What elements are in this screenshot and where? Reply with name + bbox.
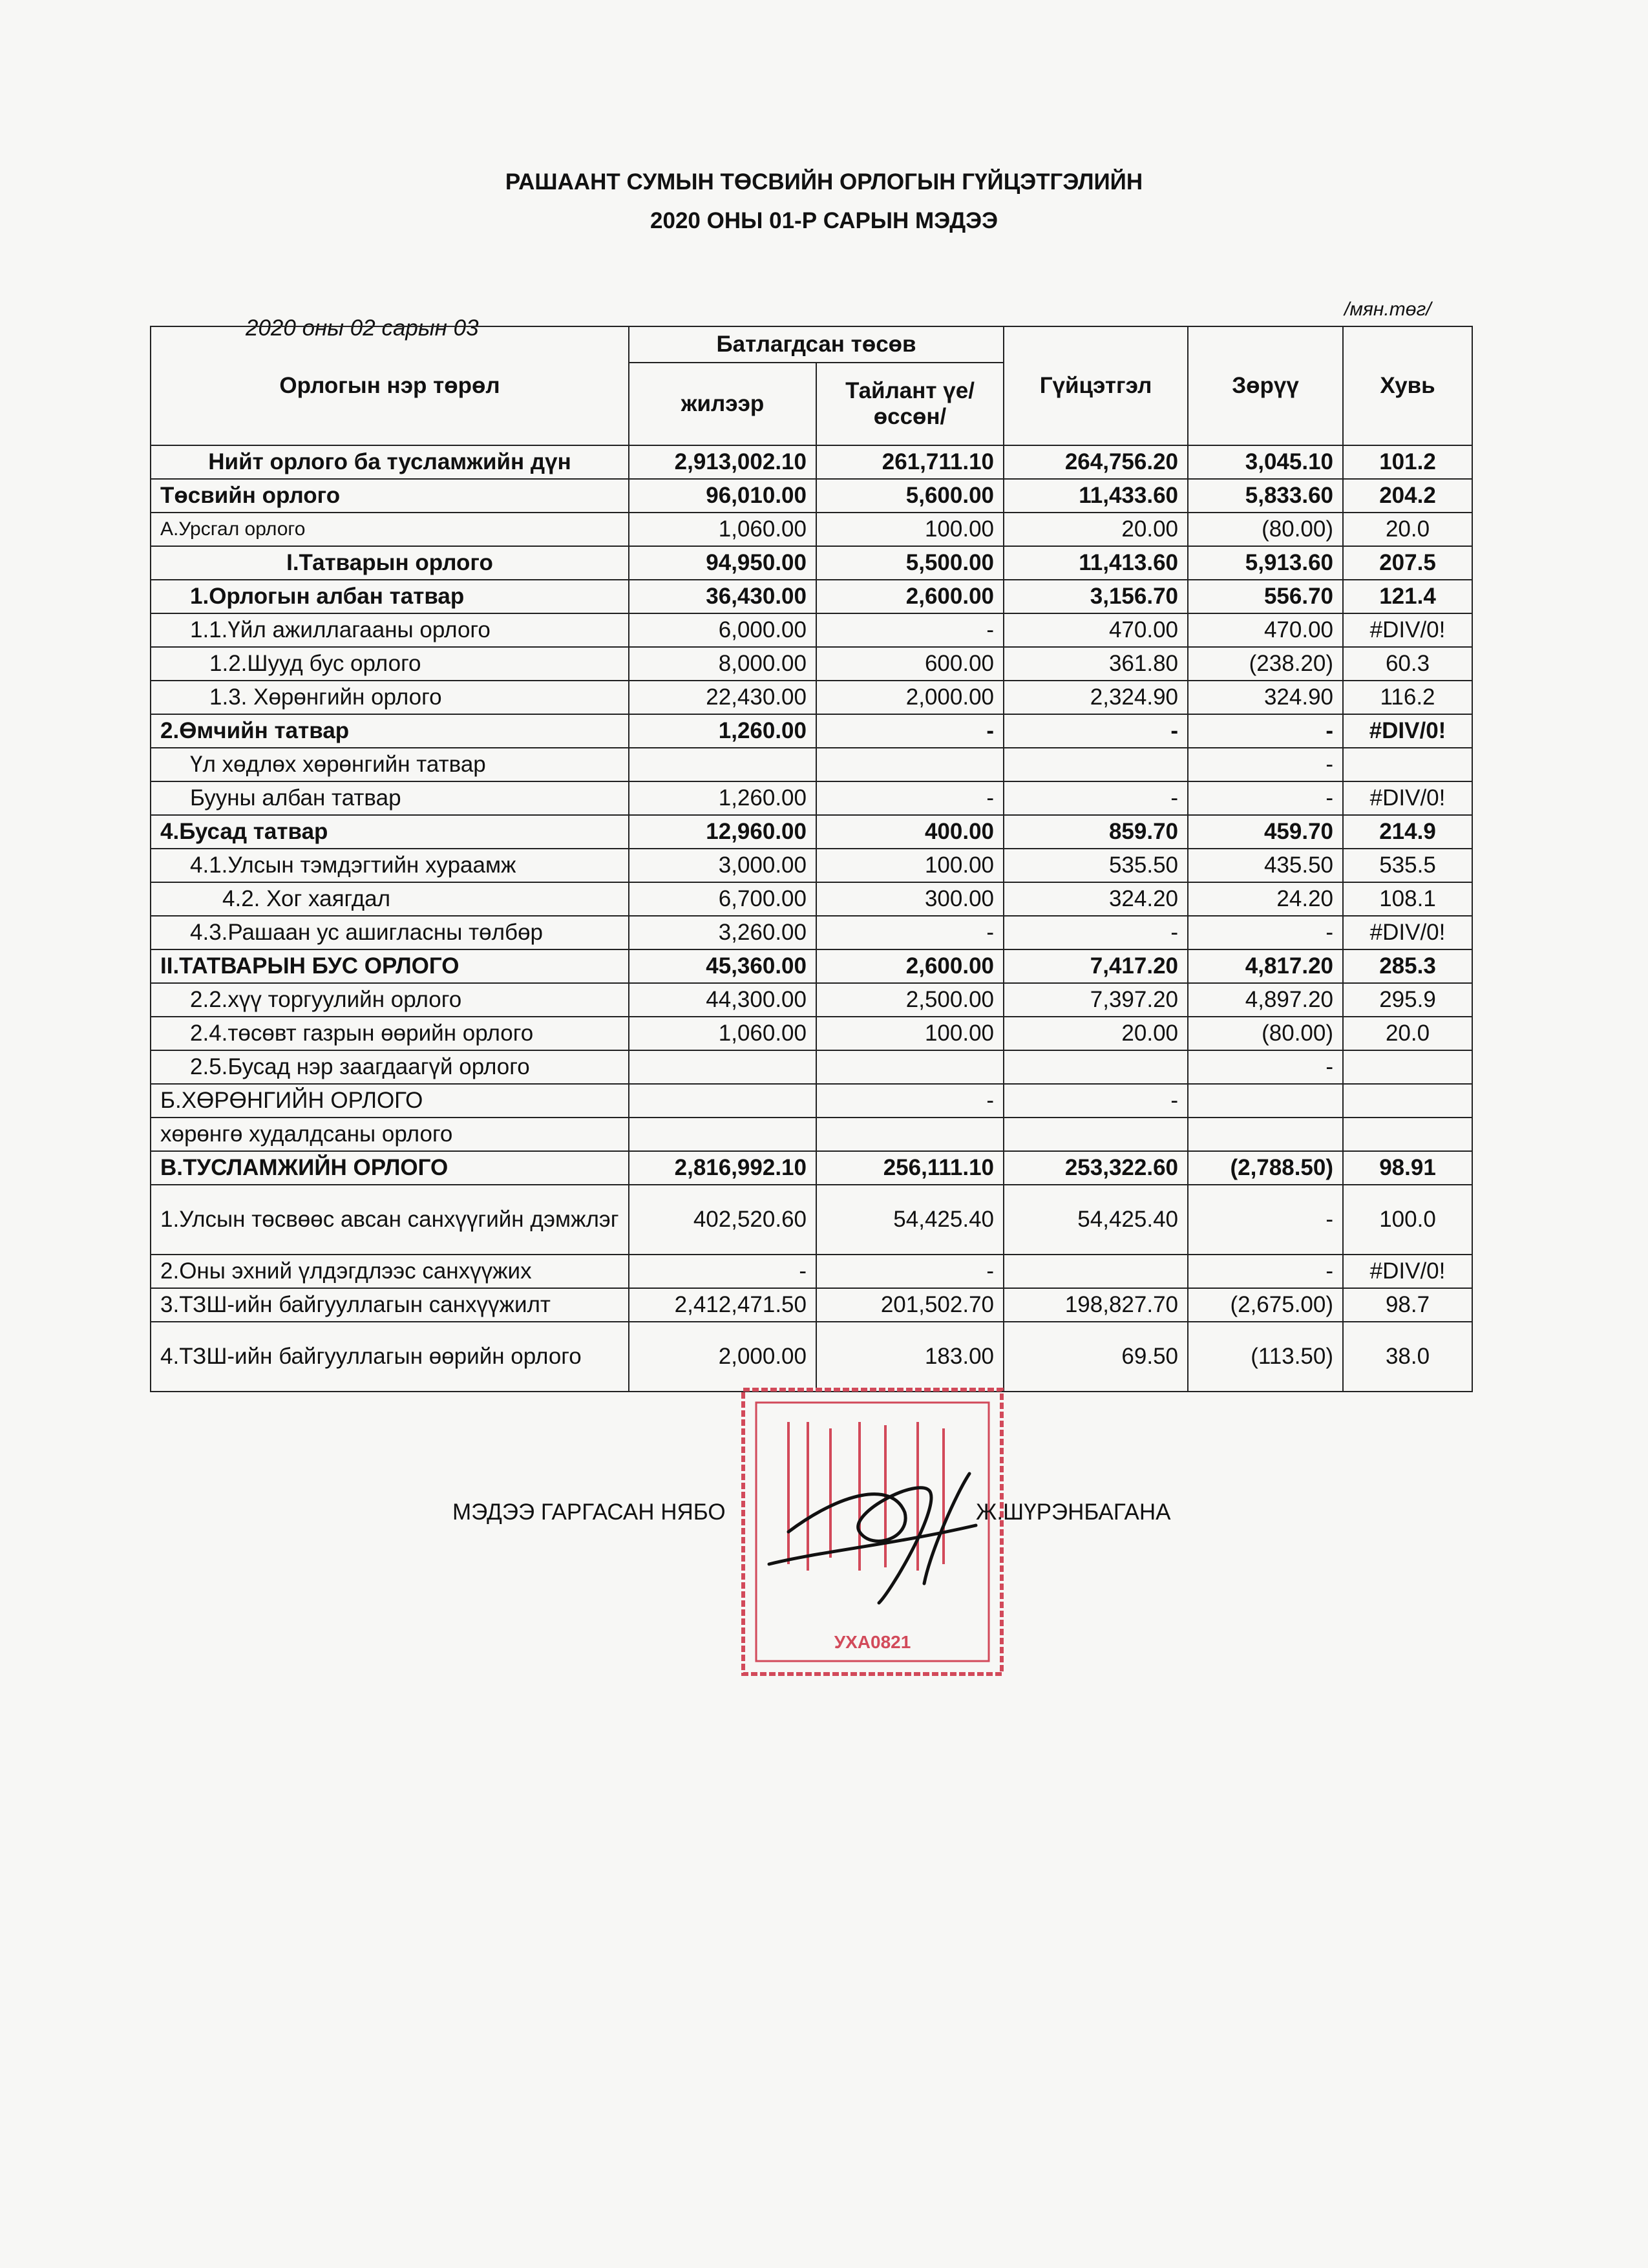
row-name: 4.Бусад татвар bbox=[151, 815, 629, 849]
report-subtitle: 2020 ОНЫ 01-Р САРЫН МЭДЭЭ bbox=[650, 208, 998, 233]
percent-value: 214.9 bbox=[1343, 815, 1472, 849]
report-value: 100.00 bbox=[816, 513, 1004, 546]
report-value: 5,600.00 bbox=[816, 479, 1004, 513]
percent-value: 98.91 bbox=[1343, 1151, 1472, 1185]
report-value: 600.00 bbox=[816, 647, 1004, 681]
annual-value: 36,430.00 bbox=[629, 580, 816, 613]
table-body bbox=[151, 445, 1472, 1392]
row-name: Төсвийн орлого bbox=[151, 479, 629, 513]
annual-value bbox=[629, 748, 816, 781]
header-annual: жилээр bbox=[629, 363, 816, 445]
actual-value: - bbox=[1004, 781, 1188, 815]
table-row bbox=[151, 647, 1472, 681]
actual-value: 361.80 bbox=[1004, 647, 1188, 681]
percent-value: 535.5 bbox=[1343, 849, 1472, 882]
annual-value: 3,000.00 bbox=[629, 849, 816, 882]
row-name: 3.ТЗШ-ийн байгууллагын санхүүжилт bbox=[151, 1288, 629, 1322]
report-value: 5,500.00 bbox=[816, 546, 1004, 580]
table-row bbox=[151, 1322, 1472, 1392]
percent-value: 285.3 bbox=[1343, 949, 1472, 983]
actual-value: 7,397.20 bbox=[1004, 983, 1188, 1017]
diff-value: (80.00) bbox=[1188, 513, 1343, 546]
percent-value: 121.4 bbox=[1343, 580, 1472, 613]
percent-value: #DIV/0! bbox=[1343, 1255, 1472, 1288]
stamp-code: УХА0821 bbox=[834, 1632, 911, 1652]
table-row bbox=[151, 546, 1472, 580]
percent-value bbox=[1343, 748, 1472, 781]
table-row bbox=[151, 613, 1472, 647]
table-row bbox=[151, 1118, 1472, 1151]
diff-value: 4,817.20 bbox=[1188, 949, 1343, 983]
diff-value bbox=[1188, 1118, 1343, 1151]
row-name: 1.3. Хөрөнгийн орлого bbox=[151, 681, 629, 714]
header-report: Тайлант үе/өссөн/ bbox=[816, 363, 1004, 445]
annual-value: 1,060.00 bbox=[629, 1017, 816, 1050]
annual-value bbox=[629, 1050, 816, 1084]
actual-value bbox=[1004, 748, 1188, 781]
actual-value: 253,322.60 bbox=[1004, 1151, 1188, 1185]
annual-value: 44,300.00 bbox=[629, 983, 816, 1017]
row-name: 4.3.Рашаан ус ашигласны төлбөр bbox=[151, 916, 629, 949]
table-row bbox=[151, 849, 1472, 882]
row-name: 1.Улсын төсвөөс авсан санхүүгийн дэмжлэг bbox=[151, 1185, 629, 1255]
annual-value bbox=[629, 1084, 816, 1118]
report-value: - bbox=[816, 714, 1004, 748]
report-value: 100.00 bbox=[816, 849, 1004, 882]
table-row bbox=[151, 513, 1472, 546]
table-row bbox=[151, 1050, 1472, 1084]
report-value: - bbox=[816, 781, 1004, 815]
annual-value: 8,000.00 bbox=[629, 647, 816, 681]
percent-value: 98.7 bbox=[1343, 1288, 1472, 1322]
diff-value: 4,897.20 bbox=[1188, 983, 1343, 1017]
table-row bbox=[151, 949, 1472, 983]
actual-value bbox=[1004, 1118, 1188, 1151]
actual-value: - bbox=[1004, 916, 1188, 949]
row-name: 4.1.Улсын тэмдэгтийн хураамж bbox=[151, 849, 629, 882]
row-name: 2.2.хүү торгуулийн орлого bbox=[151, 983, 629, 1017]
row-name: Үл хөдлөх хөрөнгийн татвар bbox=[151, 748, 629, 781]
table-row bbox=[151, 815, 1472, 849]
actual-value: 3,156.70 bbox=[1004, 580, 1188, 613]
diff-value: (2,788.50) bbox=[1188, 1151, 1343, 1185]
signature-label: МЭДЭЭ ГАРГАСАН НЯБО bbox=[452, 1500, 726, 1525]
row-name: I.Татварын орлого bbox=[151, 546, 629, 580]
actual-value: 198,827.70 bbox=[1004, 1288, 1188, 1322]
annual-value: 2,000.00 bbox=[629, 1322, 816, 1392]
annual-value: 2,412,471.50 bbox=[629, 1288, 816, 1322]
actual-value: 264,756.20 bbox=[1004, 445, 1188, 479]
table-row bbox=[151, 916, 1472, 949]
annual-value: 22,430.00 bbox=[629, 681, 816, 714]
annual-value: 1,060.00 bbox=[629, 513, 816, 546]
percent-value: 204.2 bbox=[1343, 479, 1472, 513]
report-value: 201,502.70 bbox=[816, 1288, 1004, 1322]
actual-value: 535.50 bbox=[1004, 849, 1188, 882]
annual-value bbox=[629, 1118, 816, 1151]
actual-value: 324.20 bbox=[1004, 882, 1188, 916]
annual-value: 1,260.00 bbox=[629, 714, 816, 748]
table-row bbox=[151, 781, 1472, 815]
actual-value: 54,425.40 bbox=[1004, 1185, 1188, 1255]
annual-value: 94,950.00 bbox=[629, 546, 816, 580]
report-value: 54,425.40 bbox=[816, 1185, 1004, 1255]
report-value: 400.00 bbox=[816, 815, 1004, 849]
signature-name: Ж.ШҮРЭНБАГАНА bbox=[976, 1500, 1171, 1525]
table-row bbox=[151, 983, 1472, 1017]
actual-value: 2,324.90 bbox=[1004, 681, 1188, 714]
actual-value: 20.00 bbox=[1004, 513, 1188, 546]
actual-value: - bbox=[1004, 1084, 1188, 1118]
diff-value: - bbox=[1188, 1255, 1343, 1288]
diff-value bbox=[1188, 1084, 1343, 1118]
table-row bbox=[151, 1288, 1472, 1322]
annual-value: 45,360.00 bbox=[629, 949, 816, 983]
percent-value bbox=[1343, 1084, 1472, 1118]
report-value bbox=[816, 748, 1004, 781]
row-name: II.ТАТВАРЫН БУС ОРЛОГО bbox=[151, 949, 629, 983]
annual-value: 402,520.60 bbox=[629, 1185, 816, 1255]
row-name: 2.Оны эхний үлдэгдлээс санхүүжих bbox=[151, 1255, 629, 1288]
report-value: - bbox=[816, 613, 1004, 647]
report-value: 183.00 bbox=[816, 1322, 1004, 1392]
report-value bbox=[816, 1050, 1004, 1084]
annual-value: 6,000.00 bbox=[629, 613, 816, 647]
report-value: 2,500.00 bbox=[816, 983, 1004, 1017]
annual-value: 3,260.00 bbox=[629, 916, 816, 949]
table-row bbox=[151, 1151, 1472, 1185]
annual-value: 2,816,992.10 bbox=[629, 1151, 816, 1185]
report-title: РАШААНТ СУМЫН ТӨСВИЙН ОРЛОГЫН ГҮЙЦЭТГЭЛИЙН bbox=[505, 169, 1143, 195]
table-row bbox=[151, 445, 1472, 479]
diff-value: - bbox=[1188, 748, 1343, 781]
percent-value: 60.3 bbox=[1343, 647, 1472, 681]
actual-value: 7,417.20 bbox=[1004, 949, 1188, 983]
diff-value: - bbox=[1188, 781, 1343, 815]
percent-value: 100.0 bbox=[1343, 1185, 1472, 1255]
percent-value: 295.9 bbox=[1343, 983, 1472, 1017]
actual-value: 859.70 bbox=[1004, 815, 1188, 849]
table-row bbox=[151, 479, 1472, 513]
report-date: 2020 оны 02 сарын 03 bbox=[246, 315, 479, 341]
percent-value: #DIV/0! bbox=[1343, 916, 1472, 949]
report-value: 300.00 bbox=[816, 882, 1004, 916]
row-name: 2.4.төсөвт газрын өөрийн орлого bbox=[151, 1017, 629, 1050]
percent-value bbox=[1343, 1118, 1472, 1151]
percent-value: 116.2 bbox=[1343, 681, 1472, 714]
header-name: Орлогын нэр төрөл bbox=[151, 326, 629, 445]
percent-value: #DIV/0! bbox=[1343, 613, 1472, 647]
header-actual: Гүйцэтгэл bbox=[1004, 326, 1188, 445]
report-value: 261,711.10 bbox=[816, 445, 1004, 479]
diff-value: 470.00 bbox=[1188, 613, 1343, 647]
actual-value: 69.50 bbox=[1004, 1322, 1188, 1392]
report-value: - bbox=[816, 1084, 1004, 1118]
diff-value: - bbox=[1188, 916, 1343, 949]
table-row bbox=[151, 714, 1472, 748]
report-value bbox=[816, 1118, 1004, 1151]
percent-value: #DIV/0! bbox=[1343, 714, 1472, 748]
diff-value: 3,045.10 bbox=[1188, 445, 1343, 479]
diff-value: (80.00) bbox=[1188, 1017, 1343, 1050]
row-name: 1.Орлогын албан татвар bbox=[151, 580, 629, 613]
percent-value: 108.1 bbox=[1343, 882, 1472, 916]
table-row bbox=[151, 1185, 1472, 1255]
actual-value: 20.00 bbox=[1004, 1017, 1188, 1050]
annual-value: - bbox=[629, 1255, 816, 1288]
annual-value: 2,913,002.10 bbox=[629, 445, 816, 479]
annual-value: 1,260.00 bbox=[629, 781, 816, 815]
diff-value: 5,913.60 bbox=[1188, 546, 1343, 580]
report-value: - bbox=[816, 1255, 1004, 1288]
diff-value: (238.20) bbox=[1188, 647, 1343, 681]
diff-value: - bbox=[1188, 714, 1343, 748]
diff-value: 324.90 bbox=[1188, 681, 1343, 714]
header-percent: Хувь bbox=[1343, 326, 1472, 445]
table-row bbox=[151, 882, 1472, 916]
row-name: Б.ХӨРӨНГИЙН ОРЛОГО bbox=[151, 1084, 629, 1118]
row-name: 1.2.Шууд бус орлого bbox=[151, 647, 629, 681]
row-name: А.Урсгал орлого bbox=[151, 513, 629, 546]
diff-value: 5,833.60 bbox=[1188, 479, 1343, 513]
row-name: В.ТУСЛАМЖИЙН ОРЛОГО bbox=[151, 1151, 629, 1185]
diff-value: (113.50) bbox=[1188, 1322, 1343, 1392]
row-name: 2.Өмчийн татвар bbox=[151, 714, 629, 748]
percent-value: 207.5 bbox=[1343, 546, 1472, 580]
handwritten-signature bbox=[763, 1454, 995, 1622]
annual-value: 96,010.00 bbox=[629, 479, 816, 513]
report-value: 2,000.00 bbox=[816, 681, 1004, 714]
table-row bbox=[151, 748, 1472, 781]
table-row bbox=[151, 1017, 1472, 1050]
table-row bbox=[151, 1255, 1472, 1288]
report-value: 256,111.10 bbox=[816, 1151, 1004, 1185]
actual-value bbox=[1004, 1255, 1188, 1288]
percent-value: 101.2 bbox=[1343, 445, 1472, 479]
report-value: 100.00 bbox=[816, 1017, 1004, 1050]
percent-value bbox=[1343, 1050, 1472, 1084]
diff-value: - bbox=[1188, 1185, 1343, 1255]
diff-value: - bbox=[1188, 1050, 1343, 1084]
header-diff: Зөрүү bbox=[1188, 326, 1343, 445]
diff-value: 24.20 bbox=[1188, 882, 1343, 916]
diff-value: 459.70 bbox=[1188, 815, 1343, 849]
actual-value: - bbox=[1004, 714, 1188, 748]
row-name: 4.2. Хог хаягдал bbox=[151, 882, 629, 916]
percent-value: 38.0 bbox=[1343, 1322, 1472, 1392]
diff-value: 435.50 bbox=[1188, 849, 1343, 882]
actual-value: 11,433.60 bbox=[1004, 479, 1188, 513]
actual-value bbox=[1004, 1050, 1188, 1084]
diff-value: (2,675.00) bbox=[1188, 1288, 1343, 1322]
header-approved: Батлагдсан төсөв bbox=[629, 326, 1004, 363]
row-name: 2.5.Бусад нэр заагдаагүй орлого bbox=[151, 1050, 629, 1084]
row-name: 4.ТЗШ-ийн байгууллагын өөрийн орлого bbox=[151, 1322, 629, 1392]
row-name: 1.1.Үйл ажиллагааны орлого bbox=[151, 613, 629, 647]
report-value: 2,600.00 bbox=[816, 580, 1004, 613]
table-row bbox=[151, 681, 1472, 714]
report-value: 2,600.00 bbox=[816, 949, 1004, 983]
percent-value: #DIV/0! bbox=[1343, 781, 1472, 815]
annual-value: 12,960.00 bbox=[629, 815, 816, 849]
percent-value: 20.0 bbox=[1343, 1017, 1472, 1050]
report-value: - bbox=[816, 916, 1004, 949]
table-row bbox=[151, 580, 1472, 613]
row-name: Бууны албан татвар bbox=[151, 781, 629, 815]
diff-value: 556.70 bbox=[1188, 580, 1343, 613]
table-row bbox=[151, 1084, 1472, 1118]
revenue-table bbox=[150, 326, 1473, 1392]
row-name: хөрөнгө худалдсаны орлого bbox=[151, 1118, 629, 1151]
row-name: Нийт орлого ба тусламжийн дүн bbox=[151, 445, 629, 479]
annual-value: 6,700.00 bbox=[629, 882, 816, 916]
actual-value: 470.00 bbox=[1004, 613, 1188, 647]
percent-value: 20.0 bbox=[1343, 513, 1472, 546]
actual-value: 11,413.60 bbox=[1004, 546, 1188, 580]
unit-label: /мян.төг/ bbox=[1344, 299, 1431, 320]
